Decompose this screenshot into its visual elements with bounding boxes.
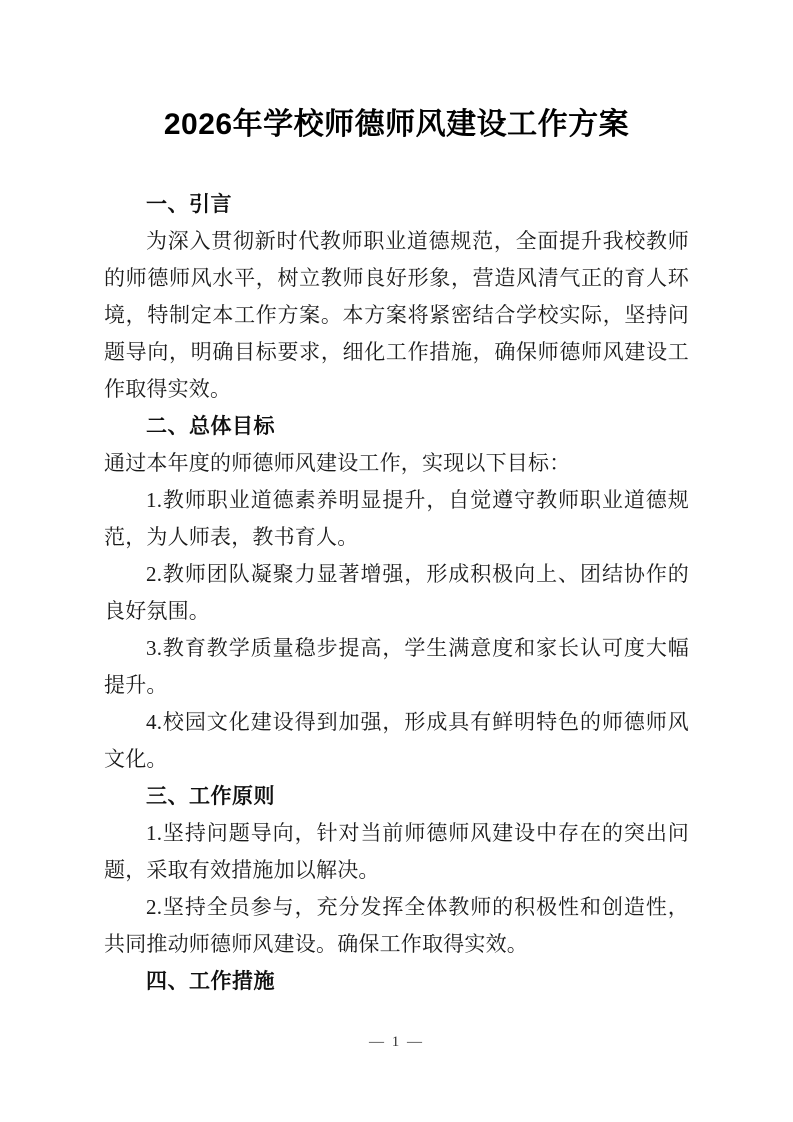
page-title: 2026年学校师德师风建设工作方案 [163,108,630,141]
body-paragraph: 1.教师职业道德素养明显提升，自觉遵守教师职业道德规范，为人师表，教书育人。 [104,488,689,549]
body-paragraph: 2.坚持全员参与，充分发挥全体教师的积极性和创造性，共同推动师德师风建设。确保工作取得实效。 [104,895,689,956]
section-heading: 四、工作措施 [146,970,275,993]
body-paragraph: 1.坚持问题导向，针对当前师德师风建设中存在的突出问题，采取有效措施加以解决。 [104,821,689,882]
document-body [104,186,689,1000]
body-paragraph: 通过本年度的师德师风建设工作，实现以下目标： [104,451,571,475]
page-number-footer: — 1 — [369,1034,424,1050]
section-heading: 一、引言 [146,193,232,216]
section-heading: 三、工作原则 [146,785,275,808]
section-heading: 二、总体目标 [146,415,275,438]
body-paragraph: 3.教育教学质量稳步提高，学生满意度和家长认可度大幅提升。 [104,636,689,697]
body-paragraph: 为深入贯彻新时代教师职业道德规范，全面提升我校教师的师德师风水平，树立教师良好形象，营造风清气正的育人环境，特制定本工作方案。本方案将紧密结合学校实际，坚持问题导向，明确目标要求，细化工作措施，确保师德师风建设工作取得实效。 [104,229,689,401]
body-paragraph: 2.教师团队凝聚力显著增强，形成积极向上、团结协作的良好氛围。 [104,562,689,623]
body-paragraph: 4.校园文化建设得到加强，形成具有鲜明特色的师德师风文化。 [104,710,689,771]
